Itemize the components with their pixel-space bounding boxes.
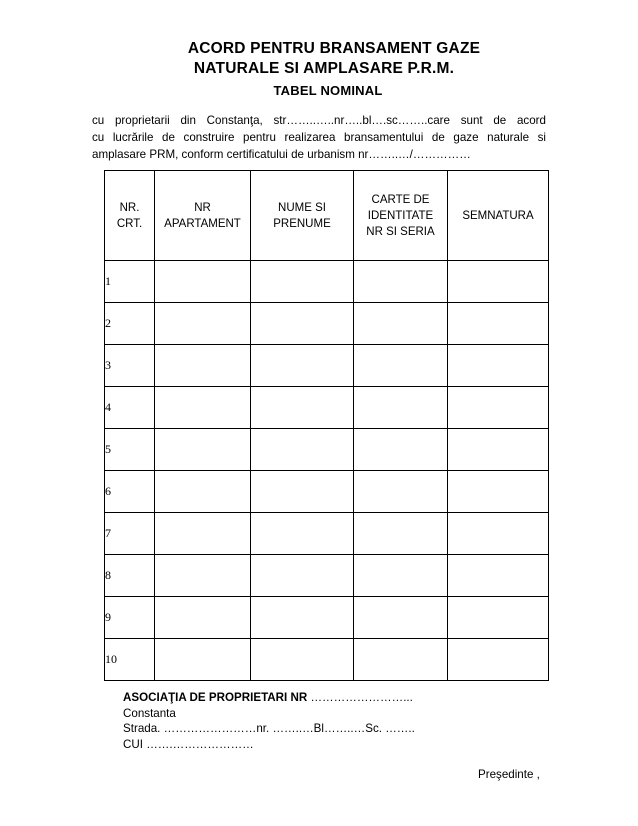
cell-carte-identitate[interactable] xyxy=(354,345,448,387)
header-line: CRT. xyxy=(116,217,143,230)
header-semnatura xyxy=(448,171,549,261)
cell-nr-crt: 5 xyxy=(105,429,155,471)
cell-semnatura[interactable] xyxy=(448,429,549,471)
cell-nume-prenume[interactable] xyxy=(251,303,354,345)
cell-carte-identitate[interactable] xyxy=(354,597,448,639)
header-carte-identitate xyxy=(354,171,448,261)
document-title-line1: ACORD PENTRU BRANSAMENT GAZE xyxy=(187,40,481,57)
cell-carte-identitate[interactable] xyxy=(354,639,448,681)
header-line: PRENUME xyxy=(273,217,331,230)
cell-nr-crt: 7 xyxy=(105,513,155,555)
header-line: SEMNATURA xyxy=(462,209,534,222)
cell-nr-apartament[interactable] xyxy=(155,429,251,471)
cell-semnatura[interactable] xyxy=(448,639,549,681)
table-row xyxy=(105,387,549,429)
cell-carte-identitate[interactable] xyxy=(354,555,448,597)
cell-semnatura[interactable] xyxy=(448,261,549,303)
association-number-dots: ……………………... xyxy=(307,691,413,704)
association-block xyxy=(123,690,415,752)
cell-carte-identitate[interactable] xyxy=(354,261,448,303)
president-signature-label: Preşedinte , xyxy=(478,768,540,781)
cell-nr-apartament[interactable] xyxy=(155,597,251,639)
nominal-table xyxy=(104,170,549,681)
header-nr-crt xyxy=(105,171,155,261)
cell-nume-prenume[interactable] xyxy=(251,639,354,681)
intro-line-1: cu proprietarii din Constanţa, str……..…..nr…..bl….sc……..care sunt de acord xyxy=(92,114,546,127)
document-subtitle: TABEL NOMINAL xyxy=(273,83,383,98)
header-line: NR xyxy=(194,201,211,214)
table-body xyxy=(105,261,549,681)
intro-line-2: cu lucrările de construire pentru realizarea bransamentului de gaze naturale si xyxy=(92,131,546,144)
cell-semnatura[interactable] xyxy=(448,597,549,639)
table-row xyxy=(105,345,549,387)
cell-semnatura[interactable] xyxy=(448,387,549,429)
header-line: NR. xyxy=(119,201,140,214)
cell-nr-apartament[interactable] xyxy=(155,471,251,513)
document-title-line2: NATURALE SI AMPLASARE P.R.M. xyxy=(193,60,455,77)
association-city: Constanta xyxy=(123,706,176,720)
cell-carte-identitate[interactable] xyxy=(354,387,448,429)
header-nume-prenume xyxy=(251,171,354,261)
cell-nr-crt: 6 xyxy=(105,471,155,513)
cell-carte-identitate[interactable] xyxy=(354,303,448,345)
table-row xyxy=(105,597,549,639)
header-line: APARTAMENT xyxy=(164,217,241,230)
header-nr-apartament xyxy=(155,171,251,261)
header-line: IDENTITATE xyxy=(367,209,434,222)
cell-nr-apartament[interactable] xyxy=(155,513,251,555)
association-cui: CUI …….………………… xyxy=(123,737,254,751)
cell-nr-apartament[interactable] xyxy=(155,345,251,387)
cell-semnatura[interactable] xyxy=(448,303,549,345)
cell-carte-identitate[interactable] xyxy=(354,429,448,471)
table-header-row xyxy=(105,171,549,261)
cell-nr-crt: 1 xyxy=(105,261,155,303)
cell-nr-crt: 10 xyxy=(105,639,155,681)
table-row xyxy=(105,261,549,303)
association-label: ASOCIAŢIA DE PROPRIETARI NR xyxy=(123,691,308,704)
header-line: CARTE DE xyxy=(371,193,430,206)
cell-nume-prenume[interactable] xyxy=(251,261,354,303)
header-line: NUME SI xyxy=(278,201,326,214)
cell-semnatura[interactable] xyxy=(448,513,549,555)
cell-nr-crt: 3 xyxy=(105,345,155,387)
cell-nr-apartament[interactable] xyxy=(155,261,251,303)
cell-semnatura[interactable] xyxy=(448,471,549,513)
table-row xyxy=(105,555,549,597)
cell-carte-identitate[interactable] xyxy=(354,471,448,513)
table-row xyxy=(105,513,549,555)
cell-semnatura[interactable] xyxy=(448,345,549,387)
cell-nr-apartament[interactable] xyxy=(155,387,251,429)
cell-carte-identitate[interactable] xyxy=(354,513,448,555)
intro-line-3: amplasare PRM, conform certificatului de urbanism nr……..…/…………… xyxy=(92,148,471,161)
cell-nume-prenume[interactable] xyxy=(251,555,354,597)
cell-nume-prenume[interactable] xyxy=(251,597,354,639)
cell-nume-prenume[interactable] xyxy=(251,471,354,513)
cell-nume-prenume[interactable] xyxy=(251,345,354,387)
intro-paragraph xyxy=(92,112,546,163)
association-street: Strada. ……………………nr. ……..…Bl……..…Sc. …….. xyxy=(123,722,415,735)
association-line xyxy=(123,690,415,706)
table-row xyxy=(105,639,549,681)
table-row xyxy=(105,429,549,471)
cell-nr-crt: 2 xyxy=(105,303,155,345)
table-row xyxy=(105,303,549,345)
cell-nume-prenume[interactable] xyxy=(251,429,354,471)
header-line: NR SI SERIA xyxy=(366,225,435,238)
cell-nr-crt: 4 xyxy=(105,387,155,429)
cell-nr-apartament[interactable] xyxy=(155,639,251,681)
cell-semnatura[interactable] xyxy=(448,555,549,597)
cell-nr-apartament[interactable] xyxy=(155,303,251,345)
cell-nume-prenume[interactable] xyxy=(251,513,354,555)
cell-nr-apartament[interactable] xyxy=(155,555,251,597)
cell-nume-prenume[interactable] xyxy=(251,387,354,429)
cell-nr-crt: 8 xyxy=(105,555,155,597)
cell-nr-crt: 9 xyxy=(105,597,155,639)
table-row xyxy=(105,471,549,513)
